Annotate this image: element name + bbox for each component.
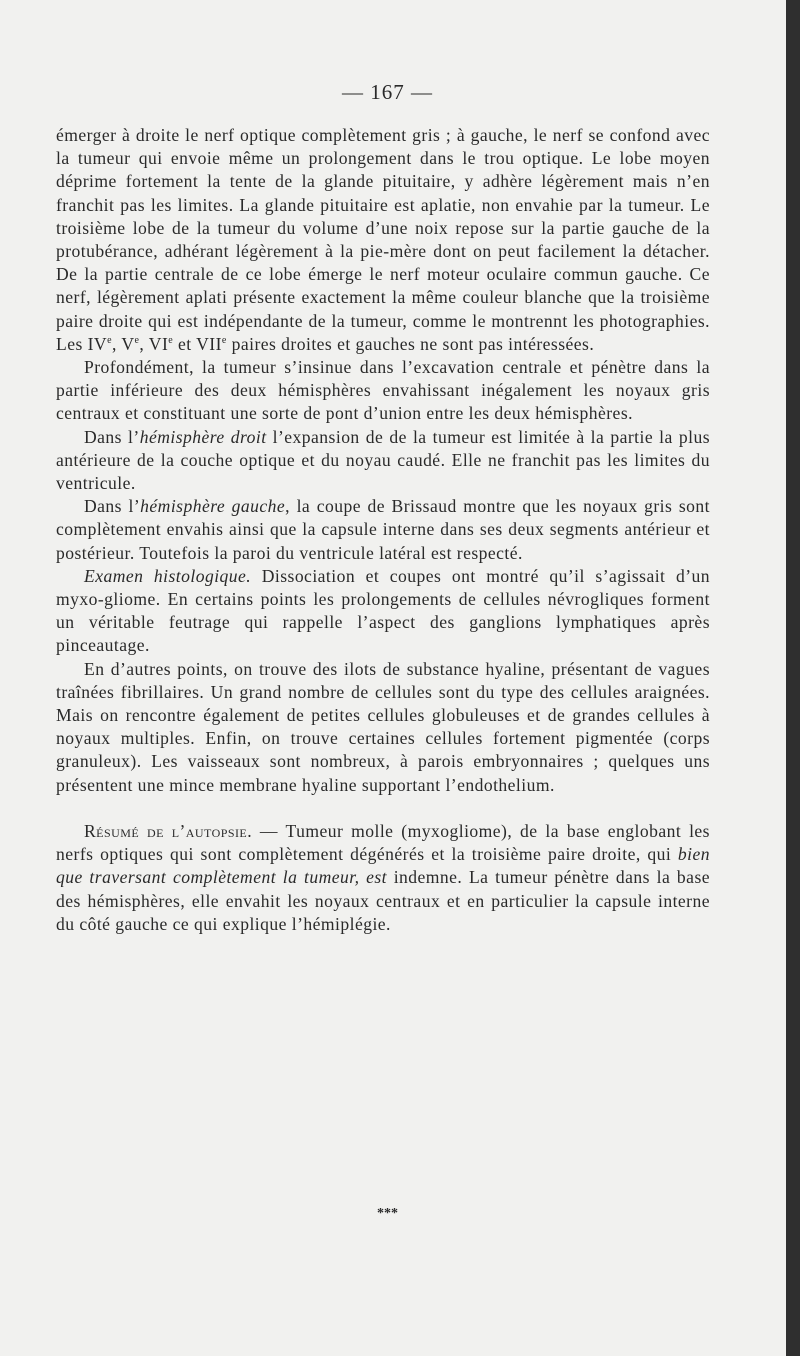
body-text bbox=[56, 124, 710, 936]
end-mark-asterism: *** bbox=[377, 1206, 398, 1221]
paragraph-3-rest: l’expansion de de la tumeur est limitée à la partie la plus antérieure de la couche optique et du noyau caudé. Elle ne franchit pas les limites du ventricule. bbox=[56, 426, 710, 494]
pairs-sep-1: , V bbox=[111, 333, 135, 354]
resume-autopsie-heading: Résumé de l’autopsie. bbox=[84, 820, 253, 841]
paragraph-5-rest: Dissociation et coupes ont montré qu’il s’agissait d’un myxo-gliome. En certains points les prolongements de cellules névrogliques forment un véritable feutrage qui rappelle l’aspect des ganglions lymphatiques après pinceautage. bbox=[56, 565, 710, 656]
paragraph-4 bbox=[56, 495, 710, 565]
summary-emphasis: bien que traversant complètement la tumeur, est bbox=[56, 844, 710, 888]
paragraph-1 bbox=[56, 124, 710, 356]
page-number: — 167 — bbox=[342, 80, 433, 104]
paragraph-2: Profondément, la tumeur s’insinue dans l’excavation centrale et pénètre dans la partie inférieure des deux hémisphères envahissant inégalement les noyaux gris centraux et constituant une sorte de pont d’union entre les deux hémisphères. bbox=[56, 357, 710, 424]
examen-histologique-heading: Examen histologique. bbox=[84, 565, 252, 586]
roman-iv-sup: e bbox=[107, 334, 112, 346]
paragraph-6: En d’autres points, on trouve des ilots de substance hyaline, présentant de vagues traînées fibrillaires. Un grand nombre de cellules sont du type des cellules araignées. Mais on rencontre également de petites cellules globuleuses et de grandes cellules à noyaux multiples. Enfin, on trouve certaines cellules fortement pigmentée (corps granuleux). Les vaisseaux sont nombreux, à parois embryonnaires ; quelques uns présentent une mince membrane hyaline supportant l’endothelium. bbox=[56, 658, 710, 795]
hemisphere-droit-emphasis: hémisphère droit bbox=[139, 426, 267, 447]
roman-vi-sup: e bbox=[168, 334, 174, 346]
roman-vii-sup: e bbox=[221, 334, 227, 346]
paragraph-4-lead: Dans l’ bbox=[84, 496, 141, 517]
paragraph-3-lead: Dans l’ bbox=[84, 426, 140, 447]
paragraph-summary bbox=[56, 820, 710, 936]
summary-text-b: indemne. La tumeur pénètre dans la base des hémisphères, elle envahit les noyaux centraux et en particulier la capsule interne du côté gauche ce qui explique l’hémiplégie. bbox=[56, 867, 710, 934]
paragraph-4-rest: , la coupe de Brissaud montre que les noyaux gris sont complètement envahis ainsi que la capsule interne dans ses deux segments antérieur et postérieur. Toutefois la paroi du ventricule latéral est respecté. bbox=[56, 496, 710, 563]
pairs-sep-3: et VII bbox=[173, 333, 222, 354]
summary-text-a: — Tumeur molle (myxogliome), de la base englobant les nerfs optiques qui sont complètement dégénérés et la troisième paire droite, qui bbox=[56, 820, 710, 865]
page-edge-shadow bbox=[786, 0, 800, 1356]
hemisphere-gauche-emphasis: hémisphère gauche bbox=[140, 496, 286, 517]
roman-v-sup: e bbox=[134, 334, 140, 346]
paragraph-1-text: émerger à droite le nerf optique complètement gris ; à gauche, le nerf se confond avec la tumeur qui envoie même un prolongement dans le trou optique. Le lobe moyen déprime fortement la tente de la glande pituitaire, y adhère légèrement mais n’en franchit pas les limites. La glande pituitaire est aplatie, non envahie par la tumeur. Le troisième lobe de la tumeur du volume d’une noix repose sur la partie gauche de la protubérance, adhérant légèrement à la pie-mère dont on peut facilement la détacher. De la partie centrale de ce lobe émerge le nerf moteur oculaire commun gauche. Ce nerf, légèrement aplati présente exactement la même couleur blanche que la troisième paire droite qui est indépendante de la tumeur, comme le montrennt les photographies. Les IV bbox=[56, 125, 710, 354]
pairs-tail: paires droites et gauches ne sont pas intéressées. bbox=[226, 333, 595, 354]
paragraph-3 bbox=[56, 426, 710, 496]
paragraph-5 bbox=[56, 565, 710, 658]
pairs-sep-2: , VI bbox=[139, 333, 169, 354]
